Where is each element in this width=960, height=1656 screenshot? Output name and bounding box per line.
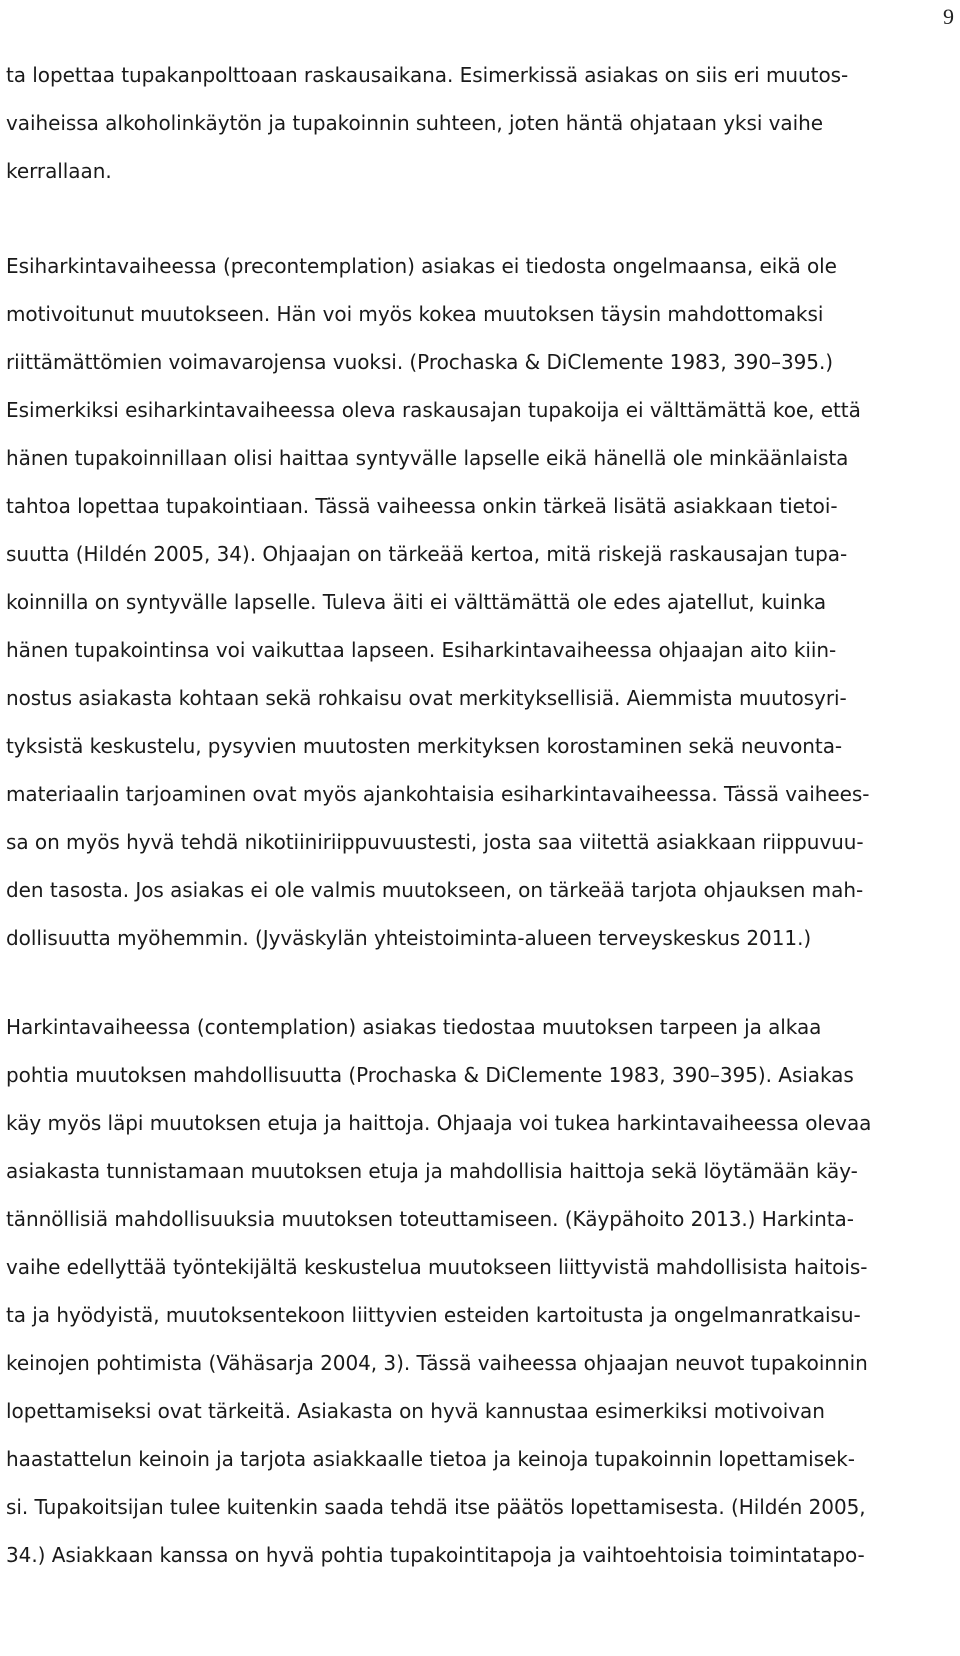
text-line: si. Tupakoitsijan tulee kuitenkin saada tehdä itse päätös lopettamisesta. (Hildén 2005,	[6, 1495, 866, 1519]
text-line: hänen tupakoinnillaan olisi haittaa syntyvälle lapselle eikä hänellä ole minkäänlaista	[6, 446, 849, 470]
text-line: kerrallaan.	[6, 159, 112, 183]
text-line: pohtia muutoksen mahdollisuutta (Prochaska & DiClemente 1983, 390–395). Asiakas	[6, 1063, 854, 1087]
text-line: käy myös läpi muutoksen etuja ja haittoja. Ohjaaja voi tukea harkintavaiheessa olevaa	[6, 1111, 872, 1135]
text-line: tahtoa lopettaa tupakointiaan. Tässä vaiheessa onkin tärkeä lisätä asiakkaan tietoi-	[6, 494, 838, 518]
text-line: riittämättömien voimavarojensa vuoksi. (Prochaska & DiClemente 1983, 390–395.)	[6, 350, 834, 374]
text-line: Esiharkintavaiheessa (precontemplation) asiakas ei tiedosta ongelmaansa, eikä ole	[6, 254, 837, 278]
text-line: ta ja hyödyistä, muutoksentekoon liittyvien esteiden kartoitusta ja ongelmanratkaisu-	[6, 1303, 861, 1327]
text-line: vaihe edellyttää työntekijältä keskustelua muutokseen liittyvistä mahdollisista haitois-	[6, 1255, 868, 1279]
text-line: koinnilla on syntyvälle lapselle. Tuleva äiti ei välttämättä ole edes ajatellut, kuinka	[6, 590, 827, 614]
text-line: sa on myös hyvä tehdä nikotiiniriippuvuustesti, josta saa viitettä asiakkaan riippuvuu-	[6, 830, 864, 854]
text-line: Harkintavaiheessa (contemplation) asiakas tiedostaa muutoksen tarpeen ja alkaa	[6, 1015, 822, 1039]
text-line: motivoitunut muutokseen. Hän voi myös kokea muutoksen täysin mahdottomaksi	[6, 302, 824, 326]
paragraph-intro-continuation	[6, 51, 954, 195]
text-line: hänen tupakointinsa voi vaikuttaa lapseen. Esiharkintavaiheessa ohjaajan aito kiin-	[6, 638, 837, 662]
text-line: ta lopettaa tupakanpolttoaan raskausaikana. Esimerkissä asiakas on siis eri muutos-	[6, 63, 849, 87]
text-line: nostus asiakasta kohtaan sekä rohkaisu ovat merkityksellisiä. Aiemmista muutosyri-	[6, 686, 847, 710]
text-line: dollisuutta myöhemmin. (Jyväskylän yhteistoiminta-alueen terveyskeskus 2011.)	[6, 926, 812, 950]
text-line: vaiheissa alkoholinkäytön ja tupakoinnin suhteen, joten häntä ohjataan yksi vaihe	[6, 111, 824, 135]
page-number: 9	[943, 4, 954, 29]
text-line: tyksistä keskustelu, pysyvien muutosten merkityksen korostaminen sekä neuvonta-	[6, 734, 843, 758]
text-line: suutta (Hildén 2005, 34). Ohjaajan on tärkeää kertoa, mitä riskejä raskausajan tupa-	[6, 542, 848, 566]
text-line: 34.) Asiakkaan kanssa on hyvä pohtia tupakointitapoja ja vaihtoehtoisia toimintatapo-	[6, 1543, 865, 1567]
text-line: den tasosta. Jos asiakas ei ole valmis muutokseen, on tärkeää tarjota ohjauksen mah-	[6, 878, 864, 902]
text-line: Esimerkiksi esiharkintavaiheessa oleva raskausajan tupakoija ei välttämättä koe, että	[6, 398, 861, 422]
paragraph-precontemplation	[6, 242, 954, 962]
text-line: lopettamiseksi ovat tärkeitä. Asiakasta on hyvä kannustaa esimerkiksi motivoivan	[6, 1399, 825, 1423]
text-line: tännöllisiä mahdollisuuksia muutoksen toteuttamiseen. (Käypähoito 2013.) Harkinta-	[6, 1207, 854, 1231]
text-line: materiaalin tarjoaminen ovat myös ajankohtaisia esiharkintavaiheessa. Tässä vaihees-	[6, 782, 870, 806]
text-line: asiakasta tunnistamaan muutoksen etuja ja mahdollisia haittoja sekä löytämään käy-	[6, 1159, 858, 1183]
text-line: keinojen pohtimista (Vähäsarja 2004, 3). Tässä vaiheessa ohjaajan neuvot tupakoinnin	[6, 1351, 868, 1375]
paragraph-contemplation	[6, 1003, 954, 1579]
text-line: haastattelun keinoin ja tarjota asiakkaalle tietoa ja keinoja tupakoinnin lopettamisek-	[6, 1447, 855, 1471]
